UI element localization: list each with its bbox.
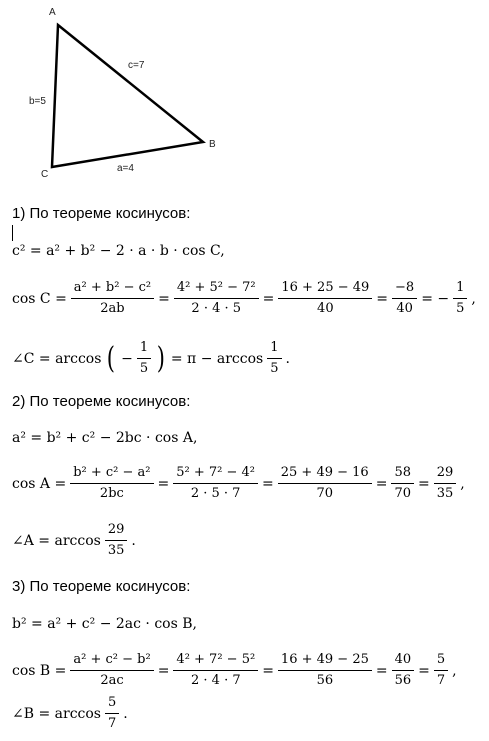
step2-cos-equation (12, 465, 465, 502)
trailing-period: . (285, 350, 290, 367)
cos-lhs: cos B = (12, 662, 67, 679)
equals-sign: = (262, 475, 274, 492)
trailing-comma: , (452, 662, 457, 679)
trailing-comma: , (460, 475, 465, 492)
fraction: $\frac{58}{70}$ (391, 465, 414, 502)
fraction: $\frac{-8}{40}$ (392, 280, 417, 317)
side-c-label: c=7 (128, 60, 145, 71)
equals-sign: = (375, 475, 388, 492)
fraction: $\frac{29}{35}$ (434, 465, 457, 502)
step2-heading: 2) По теореме косинусов: (12, 393, 191, 410)
step1-heading: 1) По теореме косинусов: (12, 205, 191, 222)
step3-law: b² = a² + c² − 2ac · cos B, (12, 616, 197, 632)
fraction: $\frac{\text{4² + 7² − 5²}}{2 \cdot 4 \cdot 7}$ (173, 652, 258, 689)
step3-cos-equation (12, 652, 457, 689)
vertex-c-label: C (41, 169, 49, 180)
angle-mid: = π − arccos (170, 350, 264, 367)
trailing-period: . (131, 532, 136, 549)
step2-law: a² = b² + c² − 2bc · cos A, (12, 430, 198, 446)
fraction: $\frac{5}{7}$ (105, 695, 119, 732)
angle-lhs: ∠C = arccos (12, 350, 102, 367)
fraction: $\frac{1}{5}$ (137, 340, 151, 377)
equals-sign: = (418, 662, 430, 679)
vertex-a-label: A (49, 7, 56, 18)
step1-cos-equation (12, 280, 476, 317)
fraction: $\frac{1}{5}$ (267, 340, 281, 377)
fraction: $\frac{5}{7}$ (434, 652, 448, 689)
angle-lhs: ∠A = arccos (12, 532, 101, 549)
equals-minus: = − (421, 290, 450, 307)
equals-sign: = (262, 290, 275, 307)
fraction: $\frac{\text{5² + 7² − 4²}}{2 \cdot 5 \cdot 7}$ (173, 465, 258, 502)
cos-lhs: cos C = (12, 290, 67, 307)
inner-minus: − (121, 350, 133, 367)
equals-sign: = (157, 662, 170, 679)
text-cursor (12, 225, 13, 241)
fraction: $\frac{16 + 49 - 25}{56}$ (278, 652, 372, 689)
equals-sign: = (376, 290, 389, 307)
fraction: $\frac{29}{35}$ (105, 522, 128, 559)
step1-angle-equation: ∠C = arccos ( − $\frac{1}{5}$ ) = π − arccos $\frac{1}{5}$ . (12, 340, 290, 376)
fraction: $\frac{\text{a² + c² − b²}}{2ac}$ (70, 652, 153, 689)
vertex-b-label: B (209, 139, 216, 150)
equals-sign: = (417, 475, 430, 492)
fraction: $\frac{40}{56}$ (392, 652, 415, 689)
trailing-period: . (123, 705, 128, 722)
equals-sign: = (158, 290, 170, 307)
fraction: $\frac{16 + 25 - 49}{40}$ (278, 280, 372, 317)
trailing-comma: , (471, 290, 476, 307)
angle-lhs: ∠B = arccos (12, 705, 101, 722)
fraction: $\frac{\text{a² + b² − c²}}{2ab}$ (71, 280, 154, 317)
fraction: $\frac{25 + 49 - 16}{70}$ (278, 465, 372, 502)
side-b-label: b=5 (29, 96, 46, 107)
triangle-shape (52, 25, 203, 167)
equals-sign: = (262, 662, 274, 679)
step3-heading: 3) По теореме косинусов: (12, 578, 191, 595)
side-a-label: a=4 (117, 163, 134, 174)
fraction: $\frac{\text{b² + c² − a²}}{2bc}$ (70, 465, 153, 502)
triangle-figure (0, 0, 260, 185)
fraction: $\frac{\text{4² + 5² − 7²}}{2 \cdot 4 \cdot 5}$ (174, 280, 259, 317)
step3-angle-equation (12, 695, 128, 732)
equals-sign: = (157, 475, 170, 492)
equals-sign: = (375, 662, 388, 679)
step1-law: c² = a² + b² − 2 · a · b · cos C, (12, 243, 225, 259)
step2-angle-equation (12, 522, 136, 559)
fraction: $\frac{1}{5}$ (453, 280, 467, 317)
cos-lhs: cos A = (12, 475, 67, 492)
